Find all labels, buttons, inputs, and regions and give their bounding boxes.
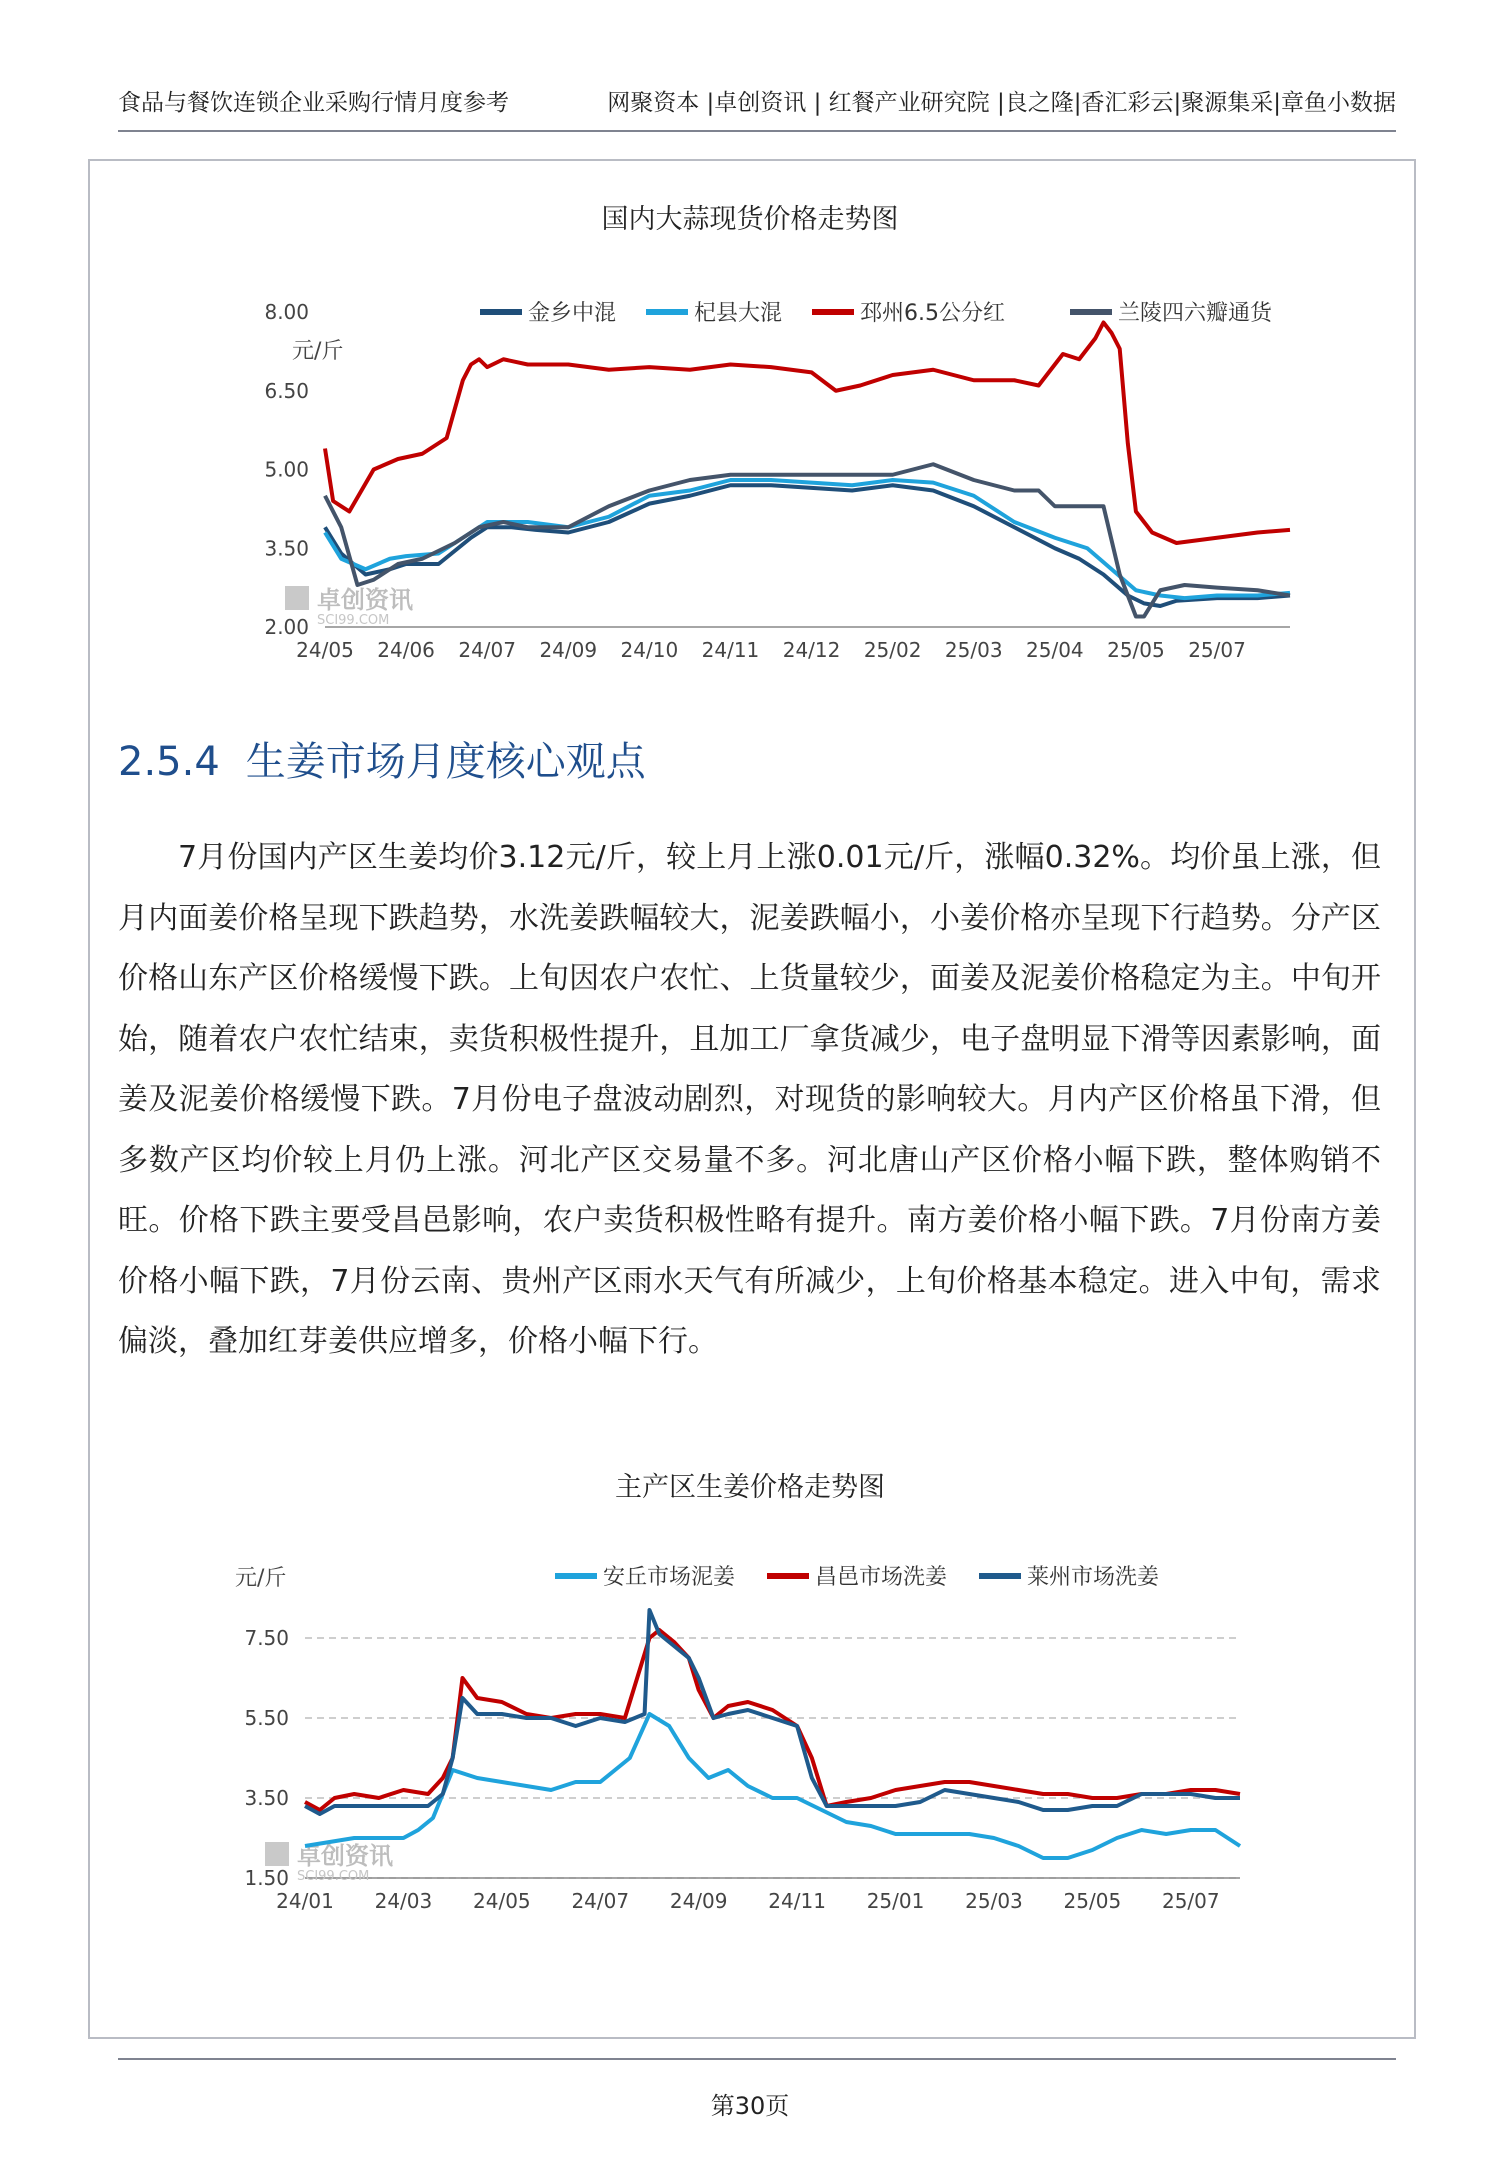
svg-text:安丘市场泥姜: 安丘市场泥姜	[603, 1565, 736, 1590]
y-tick-label: 8.00	[264, 300, 309, 324]
x-tick-label: 25/01	[866, 1889, 925, 1913]
legend-item	[555, 1565, 735, 1590]
svg-text:金乡中混: 金乡中混	[528, 301, 617, 326]
y-axis-unit: 元/斤	[292, 339, 344, 364]
x-tick-label: 24/11	[768, 1889, 826, 1913]
x-tick-label: 25/03	[944, 638, 1003, 662]
section-title: 生姜市场月度核心观点	[245, 739, 646, 785]
x-tick-label: 25/05	[1063, 1889, 1122, 1913]
x-tick-label: 25/02	[863, 638, 922, 662]
svg-text:SCI99.COM: SCI99.COM	[317, 613, 390, 628]
section-heading	[118, 730, 646, 787]
x-tick-label: 24/06	[377, 638, 435, 662]
x-tick-label: 25/07	[1161, 1889, 1220, 1913]
x-tick-label: 25/04	[1026, 638, 1084, 662]
chart1-garlic-price	[230, 282, 1320, 672]
x-tick-label: 24/09	[669, 1889, 728, 1913]
legend-item	[1070, 301, 1274, 326]
legend-item	[979, 1565, 1159, 1590]
svg-text:昌邑市场洗姜: 昌邑市场洗姜	[815, 1565, 948, 1590]
y-tick-label: 7.50	[244, 1626, 289, 1650]
svg-text:杞县大混: 杞县大混	[694, 301, 783, 326]
legend-item	[646, 301, 782, 326]
y-tick-label: 1.50	[244, 1866, 289, 1890]
svg-text:卓创资讯: 卓创资讯	[317, 586, 413, 614]
x-tick-label: 24/10	[620, 638, 679, 662]
ginger-analysis-paragraph: 7月份国内产区生姜均价3.12元/斤，较上月上涨0.01元/斤，涨幅0.32%。均价虽上涨，但月内面姜价格呈现下跌趋势，水洗姜跌幅较大，泥姜跌幅小，小姜价格亦呈现下行趋势。分产区价格山东产区价格缓慢下跌。上旬因农户农忙、上货量较少，面姜及泥姜价格稳定为主。中旬开始，随着农户农忙结束，卖货积极性提升，且加工厂拿货减少，电子盘明显下滑等因素影响，面姜及泥姜价格缓慢下跌。7月份电子盘波动剧烈，对现货的影响较大。月内产区价格虽下滑，但多数产区均价较上月仍上涨。河北产区交易量不多。河北唐山产区价格小幅下跌，整体购销不旺。价格下跌主要受昌邑影响，农户卖货积极性略有提升。南方姜价格小幅下跌。7月份南方姜价格小幅下跌，7月份云南、贵州产区雨水天气有所减少，上旬价格基本稳定。进入中旬，需求偏淡，叠加红芽姜供应增多，价格小幅下行。	[118, 840, 1381, 1359]
section-number: 2.5.4	[118, 739, 220, 785]
svg-text:莱州市场洗姜: 莱州市场洗姜	[1027, 1565, 1160, 1590]
svg-text:卓创资讯: 卓创资讯	[297, 1842, 393, 1870]
x-tick-label: 24/03	[374, 1889, 433, 1913]
x-tick-label: 25/03	[965, 1889, 1023, 1913]
x-tick-label: 25/05	[1107, 638, 1165, 662]
x-tick-label: 24/07	[571, 1889, 630, 1913]
footer-divider	[118, 2058, 1396, 2060]
legend-item	[812, 301, 1005, 326]
svg-text:SCI99.COM: SCI99.COM	[297, 1869, 370, 1884]
series-line	[325, 323, 1290, 544]
chart2-ginger-price	[220, 1548, 1270, 1928]
x-tick-label: 24/07	[458, 638, 517, 662]
y-tick-label: 3.50	[244, 1786, 289, 1810]
x-tick-label: 25/07	[1188, 638, 1246, 662]
x-tick-label: 24/05	[296, 638, 354, 662]
series-line	[325, 485, 1290, 606]
y-axis-unit: 元/斤	[235, 1566, 287, 1591]
legend-item	[767, 1565, 947, 1590]
y-tick-label: 5.50	[244, 1706, 289, 1730]
svg-text:兰陵四六瓣通货: 兰陵四六瓣通货	[1118, 301, 1273, 326]
x-tick-label: 24/01	[276, 1889, 334, 1913]
header-report-title: 食品与餐饮连锁企业采购行情月度参考	[118, 90, 509, 116]
y-tick-label: 2.00	[264, 615, 309, 639]
y-tick-label: 3.50	[264, 536, 309, 561]
x-tick-label: 24/11	[701, 638, 760, 662]
page-number: 第30页	[710, 2092, 790, 2120]
x-tick-label: 24/05	[473, 1889, 531, 1913]
header-sources: 网聚资本 |卓创资讯 | 红餐产业研究院 |良之隆|香汇彩云|聚源集采|章鱼小数据	[607, 90, 1396, 116]
svg-text:邳州6.5公分红: 邳州6.5公分红	[860, 301, 1005, 326]
page-header	[118, 84, 1396, 124]
x-tick-label: 24/09	[539, 638, 598, 662]
chart1-title: 国内大蒜现货价格走势图	[601, 204, 899, 235]
y-tick-label: 6.50	[264, 378, 309, 403]
chart2-title: 主产区生姜价格走势图	[615, 1472, 885, 1503]
legend-item	[480, 301, 616, 326]
x-tick-label: 24/12	[782, 638, 841, 662]
y-tick-label: 5.00	[264, 457, 309, 482]
header-divider	[118, 130, 1396, 132]
